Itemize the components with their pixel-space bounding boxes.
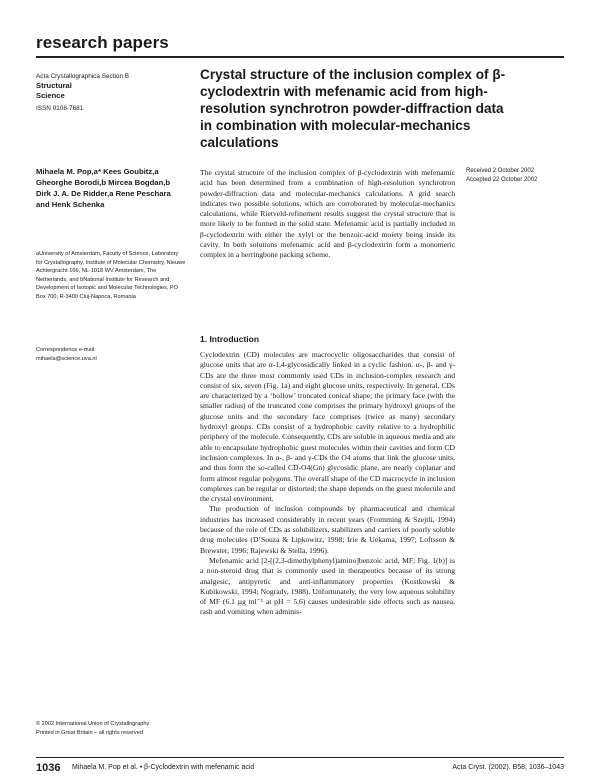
abstract: The crystal structure of the inclusion complex of β-cyclodextrin with mefenamic acid has been determined from a combination of high-resolution synchrotron powder-diffraction data and molecular-mechanics calculations. A grid search indicates two possible solutions, which are corroborated by molecular-mechanics calculations, while Rietveld-refinement results suggest the crystal structure that is more likely to be formed in the solid state. Mefenamic acid is partially included in β-cyclodextrin with either the xylyl or the benzoic-acid moiety being inside its cavity. In both solutions mefenamic acid and β-cyclodextrin form a monomeric complex in a herringbone packing scheme. [200, 168, 455, 260]
author-list: Mihaela M. Pop,a* Kees Goubitz,a Gheorghe Borodi,b Mircea Bogdan,b Dirk J. A. De Ridder,a Rene Peschara and Henk Schenka [36, 167, 171, 209]
correspondence-email[interactable]: mihaela@science.uva.nl [36, 355, 97, 362]
copyright [36, 720, 186, 737]
journal-name-line1: Structural [36, 81, 72, 90]
copyright-line2: Printed in Great Britain – all rights reserved [36, 729, 143, 736]
journal-issn: ISSN 0108-7681 [36, 105, 84, 112]
journal-name-line2: Science [36, 91, 65, 100]
section-label: research papers [36, 33, 169, 52]
article-title: Crystal structure of the inclusion complex of β-cyclodextrin with mefenamic acid from high-resolution synchrotron powder-diffraction data in combination with molecular-mechanics calculations [200, 67, 506, 150]
copyright-line1: © 2002 International Union of Crystallography [36, 721, 150, 727]
article-dates [466, 167, 566, 185]
section-heading: 1. Introduction [200, 334, 260, 344]
journal-info [36, 72, 176, 113]
received-date: Received 2 October 2002 [466, 168, 535, 174]
body-paragraph: Cyclodextrin (CD) molecules are macrocyclic oligosaccharides that consist of glucose units that are α-1,4-glycosidically linked in a cyclic fashion. α-, β- and γ-CDs are the three most commonly used CDs in inclusion-complex research and consist of six, seven (Fig. 1a) and eight glucose units, respectively. In general, CDs are characterized by a ‘hollow’ truncated conical shape; the primary face (with the smaller radius) of the truncated cone comprises the primary hydroxyl groups of the glucose units and the secondary face comprises (twice as many) secondary hydroxyl groups. CDs consist of a hydrophobic cavity relative to a hydrophilic periphery of the molecule. Consequently, CDs are soluble in aqueous media and are able to encapsulate hydrophobic guest molecules within their cavities and form CD inclusion complexes. In α-, β- and γ-CDs the O4 atoms that link the glucose units, and thus form the so-called CD-O4(Gn) glycosidic plane, are nearly coplanar and form almost regular polygons. The overall shape of the CD macrocycle in inclusion complexes can be regular or distorted; the shape depends on the guest molecule and the crystal environment. [200, 350, 455, 504]
affiliations: aUniversity of Amsterdam, Faculty of Science, Laboratory for Crystallography, Institute of Molecular Chemistry, Nieuwe Achtergracht 166, NL-1018 WV Amsterdam, The Netherlands, and bNational Institute for Research and Development of Isotopic and Molecular Technologies, PO Box 700, R-3400 Cluj-Napoca, Romania [36, 251, 186, 300]
body-paragraph: The production of inclusion compounds by pharmaceutical and chemical industries has increased considerably in recent years (Fromming & Szejtli, 1994) because of the role of CDs as solubilizers, stabilizers and carriers of poorly soluble drug molecules (D’Souza & Lipkowitz, 1998; Irie & Uekama, 1997; Loftsson & Brewster, 1996; Rajewski & Stella, 1996). [200, 504, 455, 555]
header-rule [36, 56, 564, 58]
body-text [200, 350, 455, 618]
correspondence [36, 346, 186, 363]
footer-rule [36, 757, 564, 758]
correspondence-label: Correspondence e-mail: [36, 347, 96, 353]
journal-series: Acta Crystallographica Section B [36, 73, 130, 80]
body-paragraph: Mefenamic acid [2-[(2,3-dimethylphenyl)amino]benzoic acid, MF; Fig. 1(b)] is a non-steroid drug that is commonly used in therapeutics because of its strong analgesic, antipyretic and anti-inflammatory properties (Kostkowski & Kubikowski, 1994; Nogrady, 1988). Unfortunately, the very low aqueous solubility of MF (6.1 µg ml⁻¹ at pH = 5.6) causes undesirable side effects such as nausea, rash and vomiting when adminis- [200, 555, 455, 617]
journal-citation: Acta Cryst. (2002). B58, 1036–1043 [452, 764, 564, 771]
running-head: Mihaela M. Pop et al. • β-Cyclodextrin with mefenamic acid [72, 764, 255, 771]
page-number: 1036 [36, 762, 61, 774]
accepted-date: Accepted 22 October 2002 [466, 177, 538, 183]
